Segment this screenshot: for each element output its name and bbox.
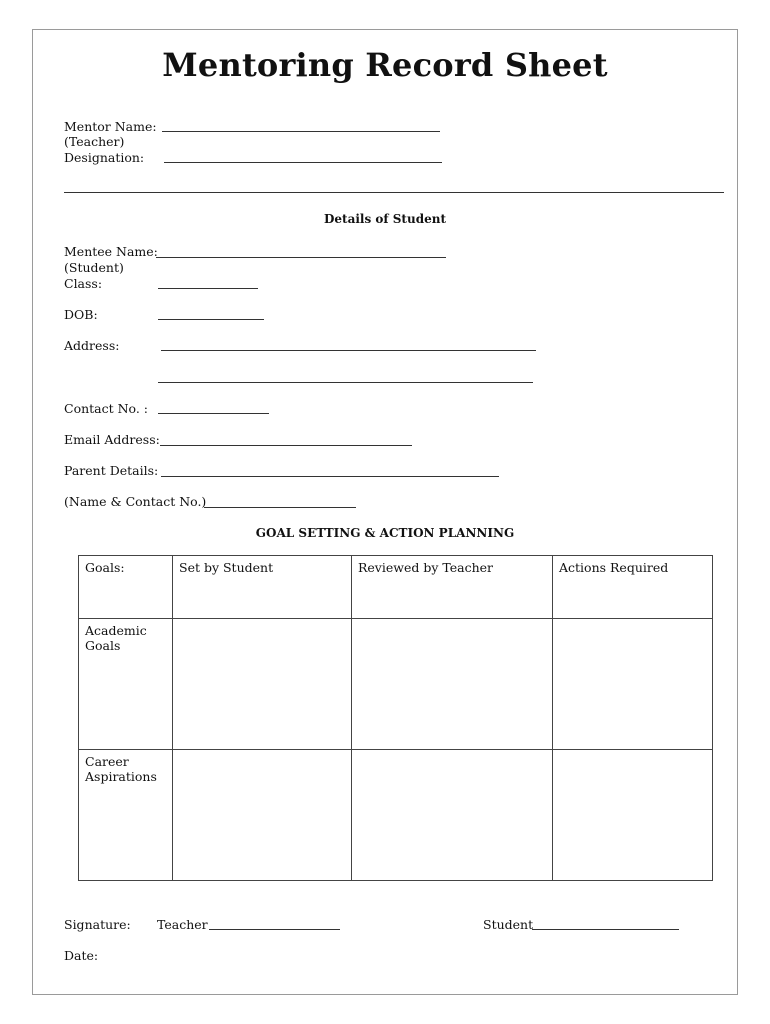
cell-academic-set-by-student[interactable] (173, 619, 352, 750)
header-goals: Goals: (79, 556, 173, 619)
dob-label: DOB: (64, 307, 98, 322)
mentor-name-label: Mentor Name: (64, 119, 157, 134)
address-line-1[interactable] (161, 350, 536, 351)
signature-label: Signature: (64, 917, 131, 932)
teacher-signature-label: Teacher (157, 917, 208, 932)
parent-name-contact-line[interactable] (204, 507, 356, 508)
document-page (32, 29, 738, 995)
email-line[interactable] (160, 445, 412, 446)
student-signature-line[interactable] (532, 929, 679, 930)
contact-line[interactable] (158, 413, 269, 414)
page-title: Mentoring Record Sheet (162, 46, 608, 84)
mentor-name-line[interactable] (162, 131, 440, 132)
header-actions-required: Actions Required (553, 556, 713, 619)
parent-details-label: Parent Details: (64, 463, 159, 478)
teacher-signature-line[interactable] (209, 929, 340, 930)
date-label: Date: (64, 948, 99, 963)
goals-table (78, 555, 713, 881)
row-label-career-aspirations: Career Aspirations (79, 750, 173, 881)
designation-line[interactable] (164, 162, 442, 163)
table-row (79, 750, 713, 881)
dob-line[interactable] (158, 319, 264, 320)
header-set-by-student: Set by Student (173, 556, 352, 619)
class-label: Class: (64, 276, 103, 291)
student-section-heading: Details of Student (324, 212, 446, 226)
mentee-name-sublabel: (Student) (64, 260, 124, 275)
contact-label: Contact No. : (64, 401, 149, 416)
class-line[interactable] (158, 288, 258, 289)
cell-career-actions-required[interactable] (553, 750, 713, 881)
address-label: Address: (64, 338, 120, 353)
address-line-2[interactable] (158, 382, 533, 383)
email-label: Email Address: (64, 432, 160, 447)
mentee-name-label: Mentee Name: (64, 244, 158, 259)
table-row (79, 619, 713, 750)
row-label-academic-goals: Academic Goals (79, 619, 173, 750)
goals-section-heading: GOAL SETTING & ACTION PLANNING (255, 526, 515, 540)
mentor-name-sublabel: (Teacher) (64, 134, 125, 149)
cell-academic-actions-required[interactable] (553, 619, 713, 750)
designation-label: Designation: (64, 150, 145, 165)
cell-career-reviewed-by-teacher[interactable] (352, 750, 553, 881)
section-divider (64, 192, 724, 193)
table-header-row (79, 556, 713, 619)
parent-name-contact-label: (Name & Contact No.) (64, 494, 207, 509)
cell-academic-reviewed-by-teacher[interactable] (352, 619, 553, 750)
cell-career-set-by-student[interactable] (173, 750, 352, 881)
mentee-name-line[interactable] (156, 257, 446, 258)
header-reviewed-by-teacher: Reviewed by Teacher (352, 556, 553, 619)
parent-details-line[interactable] (161, 476, 499, 477)
student-signature-label: Student (483, 917, 534, 932)
